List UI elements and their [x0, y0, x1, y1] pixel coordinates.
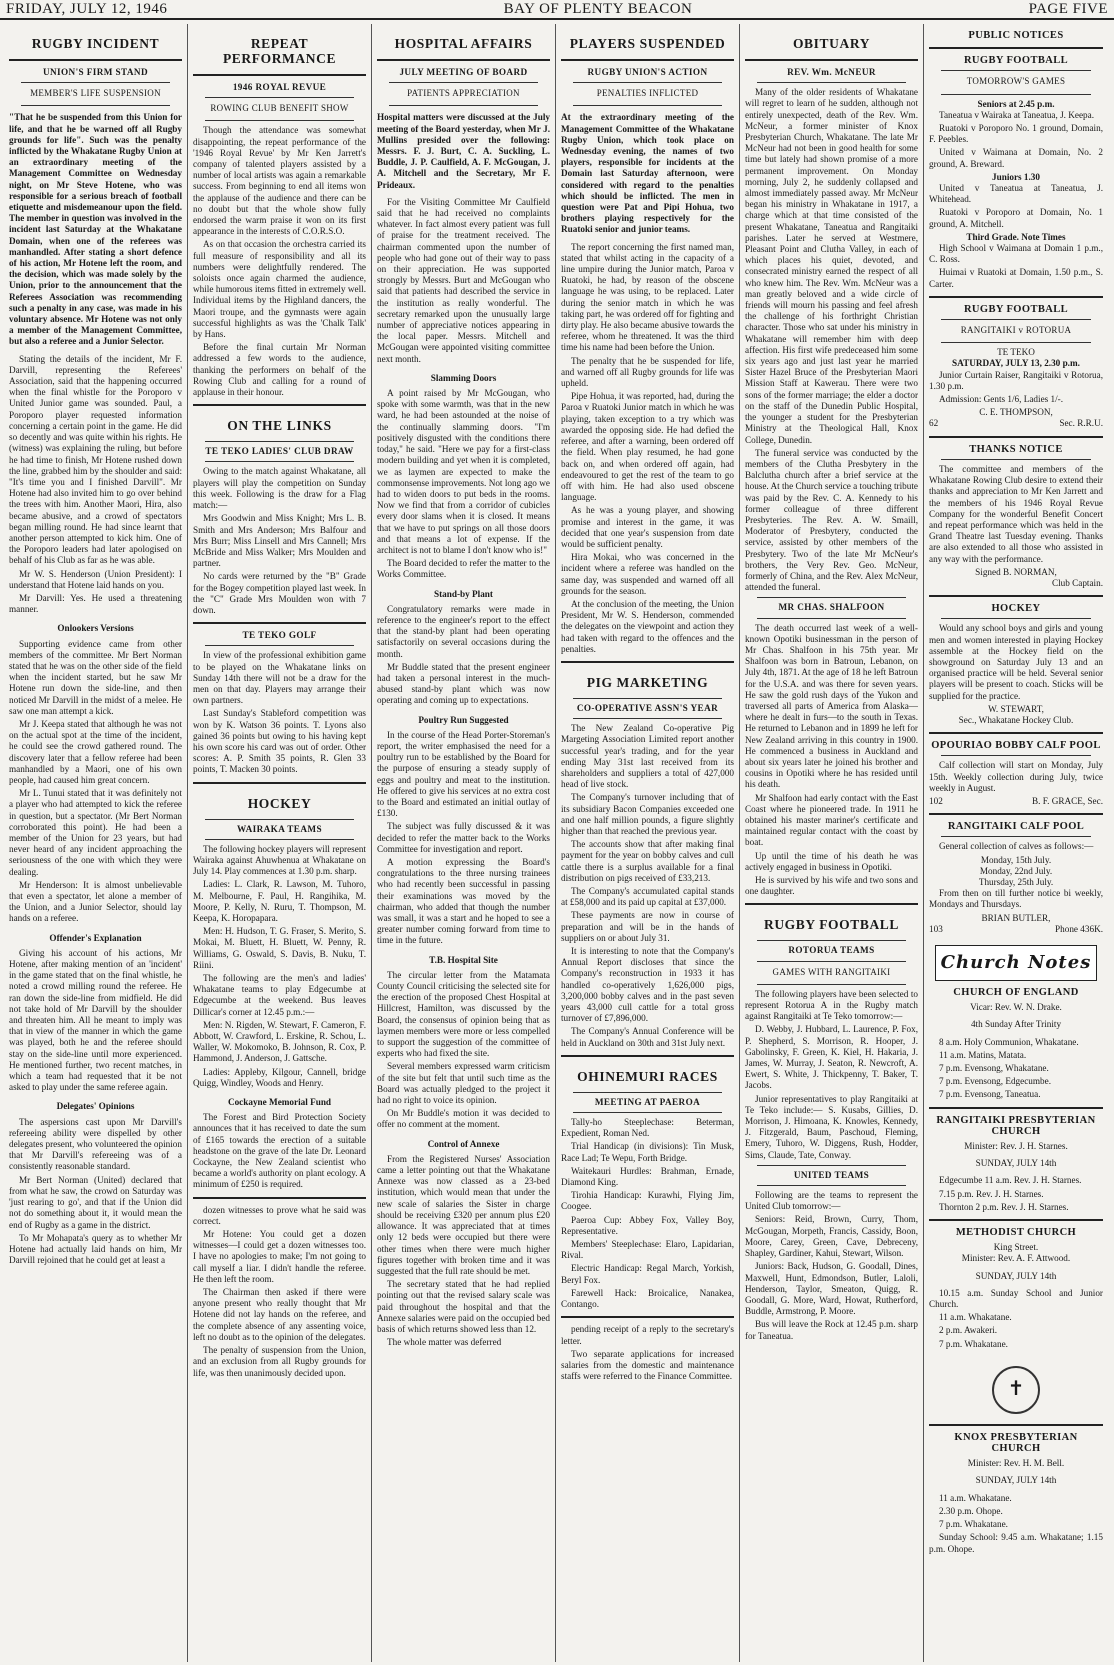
service-time: Thornton 2 p.m. Rev. J. H. Starnes.	[939, 1201, 1069, 1212]
paragraph: Up until the time of his death he was actively engaged in business in Opotiki.	[745, 850, 918, 872]
section-subhead: Cockayne Memorial Fund	[227, 1097, 332, 1108]
notice-signature: Sec., Whakatane Hockey Club.	[958, 714, 1074, 725]
paragraph: The funeral service was conducted by the members of the Clutha Presbytery in the Balclutha church after a brief service at the house. At the Church service a touching tribute was paid by the Rev. C. A. Kennedy to his former colleague of three different Presbyteries. The Rev. A. W. Smaill, Moderator of Presbytery, conducted the service, assisted by other members of the Presbytery. Two of the late Mr McNeur's brothers, the Very Rev. Geo. McNeur, formerly of China, and the Rev. Alex McNeur, attended the funeral.	[745, 447, 918, 593]
notice-body: General collection of calves as follows:—	[939, 841, 1094, 852]
church-address: King Street.	[993, 1242, 1039, 1253]
notice-title: OPOURIAO BOBBY CALF POOL	[931, 740, 1101, 752]
section-headline: TE TEKO GOLF	[242, 630, 317, 641]
divider	[377, 59, 550, 61]
divider	[9, 59, 182, 61]
ad-number: 103	[929, 923, 943, 934]
paragraph: Hira Mokai, who was concerned in the incident where a referee was handled on the same day, was suspended and warned off all grounds for the season.	[561, 552, 734, 596]
divider	[929, 813, 1103, 815]
church-day: SUNDAY, JULY 14th	[975, 1158, 1057, 1169]
paragraph: The Company's Annual Conference will be held in Auckland on 30th and 31st July next.	[561, 1026, 734, 1048]
divider	[929, 732, 1103, 734]
issue-date: FRIDAY, JULY 12, 1946	[6, 0, 168, 17]
paragraph: The report concerning the first named man, stated that whilst acting in the capacity of a line umpire during the Junior match, Paroa v Ruatoki, he had, by reason of the obscene language he was using, to be replaced. Later during the senior match in which he was taking part, he was ordered off for fighting and dirty play. He also became abusive towards the referee, whom he threatened. It was the third time his name had been before the Union.	[561, 241, 734, 353]
notice-line: Junior Curtain Raiser, Rangitaiki v Rotorua, 1.30 p.m.	[929, 369, 1103, 391]
paragraph: Mr Darvill: Yes. He used a threatening manner.	[9, 592, 182, 615]
divider	[757, 940, 906, 941]
column-rugby-incident	[4, 24, 188, 1662]
notice-subtitle: TOMORROW'S GAMES	[966, 76, 1066, 87]
paragraph: Congratulatory remarks were made in reference to the engineer's report to the effect that the stand-by plant had been operating satisfactorily on several occasions during the month.	[377, 603, 550, 659]
divider	[205, 645, 354, 646]
service-time: 7 p.m. Evensong, Edgecumbe.	[939, 1076, 1052, 1087]
notice-title: THANKS NOTICE	[969, 443, 1063, 455]
column-public-notices	[924, 24, 1108, 1662]
paragraph: The subject was fully discussed & it was decided to refer the matter back to the Works Committee for investigation and report.	[377, 821, 550, 854]
notice-footer	[929, 796, 1103, 807]
notice-signature: Signed B. NORMAN,	[975, 566, 1057, 577]
paragraph: In view of the professional exhibition game to be played on the Whakatane links on Sunday 14th there will not be a draw for the men on that day. Players may arrange their own partners.	[193, 650, 366, 706]
paragraph: The following hockey players will represent Wairaka against Ahuwhenua at Whakatane on July 14. Play commences at 1.30 p.m. sharp.	[193, 843, 366, 877]
paragraph: From the Registered Nurses' Association came a letter pointing out that the Whakatane Annexe was now classed as a 23-bed institution, which would mean that under the new scale of salaries the Sister in charge should be receiving £320 per annum plus £20 allowance. It was appreciated that at times only 12 beds were occupied but there were other times when there were much higher figures together with broken time and it was suggested that the full rate should be met.	[377, 1153, 550, 1276]
paragraph: The aspersions cast upon Mr Darvill's refereeing ability were dispelled by other delegates present, who volunteered the opinion that Mr Darvill's refereeing was of a consistently reasonable standard.	[9, 1116, 182, 1172]
paragraph: Mr Bert Norman (United) declared that from what he saw, the crowd on Saturday was 'just rearing to go', and that if the Union did not do something about it, it would mean the end of Rugby as a game in the district.	[9, 1174, 182, 1230]
service-time: 11 a.m. Whakatane.	[939, 1312, 1012, 1323]
divider	[757, 82, 906, 83]
race-result: Tirohia Handicap: Kurawhi, Flying Jim, Coogee.	[561, 1190, 734, 1212]
paragraph: Mrs Goodwin and Miss Knight; Mrs L. B. Smith and Mrs Anderson; Mrs Balfour and Mrs Burr; Miss Linsell and Mrs Cannell; Mrs McBride and Miss Walker; Mrs Moulden and partner.	[193, 513, 366, 569]
headline: PIG MARKETING	[586, 674, 709, 690]
subheadline: ROTORUA TEAMS	[788, 945, 875, 956]
columns	[4, 24, 1110, 1662]
divider	[561, 59, 734, 61]
paragraph: In the course of the Head Porter-Storeman's report, the writer emphasised the need for a poultry run to be established by the Board for the purpose of ensuring a steady supply of eggs and poultry and meat to the institution. He offered to give his services at no extra cost to the Board and estimated an initial outlay of £130.	[377, 729, 550, 819]
paragraph: Mr Hotene: You could get a dozen witnesses—I could get a dozen witnesses too. I have no apologies to make; I'm not going to call myself a liar. I didn't handle the referee. He then left the room.	[193, 1229, 366, 1284]
headline: HOSPITAL AFFAIRS	[394, 36, 533, 51]
paragraph: Stating the details of the incident, Mr F. Darvill, representing the Referees' Association, said that the happening occurred when the final whistle for the Poroporo v United Junior game was sounded. Paul, a Poroporo player requested information concerning a certain point in the game. He did so decently and was quite within his rights. He (witness) was explaining the ruling, but before he had time to finish, Mr Hotene rushed down the line, grabbed him by the shoulder and said: "It's time you and I finished Darvill". Mr Hotene had also invited him to go over behind the trees with him. Another Maori, Hira, also became abusive, and a crowd of spectators began milling round. He had since learnt that another person attempted to kick him. One of the Poroporo leaders had later apologised on behalf of his Club as far as he was able.	[9, 353, 182, 566]
service-time: 10.15 a.m. Sunday School and Junior Church.	[929, 1287, 1103, 1310]
paragraph: He is survived by his wife and two sons and one daughter.	[745, 875, 918, 897]
divider	[941, 755, 1091, 756]
subheadline: JULY MEETING OF BOARD	[399, 67, 528, 77]
divider	[745, 903, 918, 905]
church-minister: Minister: Rev. A. F. Attwood.	[961, 1253, 1071, 1264]
section-subhead: Onlookers Versions	[57, 623, 134, 634]
subheadline: MEMBER'S LIFE SUSPENSION	[30, 88, 161, 99]
notice-line: Ruatoki v Poroporo at Domain, No. 1 ground, A. Mitchell.	[929, 207, 1103, 229]
divider	[745, 59, 918, 61]
notice-line: Monday, 15th July.	[980, 854, 1052, 865]
notice-line: United v Waimana at Domain, No. 2 ground, A. Breward.	[929, 147, 1103, 169]
paragraph: A point raised by Mr McGougan, who spoke with some warmth, was that in the new ward, he had been astounded at the noise of the continually slamming doors. "I'm positively disgusted with the conditions there today," he said. "Here we pay for a first-class modern building and yet when it is completed, we as laymen are expected to make the commonsense improvements. Not long ago we had to widen doors to put beds in the rooms. Now we find that from a corridor of cubicles every door slams when it is closed. It means that we have to put springs on all those doors and that means a lot of expense. If the architect is not to blame I don't know who is!"	[377, 388, 550, 555]
divider	[941, 94, 1091, 95]
lead-paragraph: At the extraordinary meeting of the Management Committee of the Whakatane Rugby Union, which took place on Wednesday evening, the names of two players, responsible for incidents at the Domain last Saturday afternoon, were considered with regard to the penalties which should be inflicted. The men in question were Pat and Pipi Hohua, two brothers playing respectively for the Ruatoki senior and junior teams.	[561, 112, 734, 235]
section-headline: UNITED TEAMS	[793, 1169, 870, 1180]
paragraph: Ladies: Appleby, Kilgour, Cannell, bridge Quigg, Windley, Woods and Henry.	[193, 1066, 366, 1088]
notice-body: The committee and members of the Whakatane Rowing Club desire to extend their thanks and appreciation to Mr Ken Jarrett and the members of his 1946 Royal Revue Company for the wonderful Benefit Concert and repeat performance which was held in the Grand Theatre last Tuesday evening. Thanks are also extended to all those who assisted in any way with the performance.	[929, 463, 1103, 564]
subheadline: REV. Wm. McNEUR	[787, 67, 876, 77]
paragraph: Before the final curtain Mr Norman addressed a few words to the audience, thanking the performers on behalf of the Rowing Club and calling for a round of applause in their honour.	[193, 342, 366, 398]
paragraph: Owing to the match against Whakatane, all players will play the competition on Sunday this week. Following is the draw for a Flag match:—	[193, 466, 366, 511]
notice-signature: Club Captain.	[1051, 577, 1103, 588]
notice-title: RUGBY FOOTBALL	[963, 303, 1069, 315]
headline: OBITUARY	[792, 36, 871, 51]
church-minister: Minister: Rev. J. H. Starnes.	[964, 1141, 1068, 1152]
divider	[573, 1112, 722, 1113]
divider	[561, 1055, 734, 1057]
ad-number: 62	[929, 418, 939, 429]
headline: HOCKEY	[247, 795, 312, 811]
paragraph: The circular letter from the Matamata County Council criticising the selected site for the erection of the proposed Chest Hospital at Hillcrest, Hamilton, was discussed by the Board, the consensus of opinion being that as laymen members were more or less compelled to support the suggestion of the committee of experts who had fixed the site.	[377, 969, 550, 1059]
notice-line: Phone 436K.	[1055, 923, 1103, 934]
divider	[929, 1107, 1103, 1109]
divider	[389, 82, 538, 83]
paragraph: Two separate applications for increased salaries from the domestic and maintenance staffs were referred to the Finance Committee.	[561, 1348, 734, 1382]
paragraph: Ladies: L. Clark, R. Lawson, M. Tuhoro, M. Melbourne, F. Paul, H. Rangihika, M. Moore, P. Kelly, N. Ruru, T. Thompson, M. Keepa, K. Horopapara.	[193, 879, 366, 923]
church-name: KNOX PRESBYTERIAN CHURCH	[954, 1431, 1078, 1455]
service-time: 2 p.m. Awakeri.	[939, 1325, 998, 1336]
paragraph: The penalty of suspension from the Union, and an exclusion from all Rugby grounds for life, was then unanimously decided upon.	[193, 1345, 366, 1378]
section-subhead: Poultry Run Suggested	[418, 714, 509, 725]
divider	[205, 120, 354, 121]
divider	[205, 461, 354, 462]
service-time: 7 p.m. Whakatane.	[939, 1338, 1008, 1349]
paragraph: As he was a young player, and showing promise and interest in the game, it was decided that one year's suspension from date would be sufficient penalty.	[561, 505, 734, 549]
paragraph: Last Sunday's Stableford competition was won by K. Watson 36 points. T. Lyons also gained 36 points but owing to his having kept his own score his card was out of order. Other scores: A. P. Smith 35 points, R. Glen 33 points, T. Macken 30 points.	[193, 708, 366, 775]
lead-paragraph: "That he be suspended from this Union for life, and that he be warned off all Rugby grounds for life". Such was the penalty inflicted by the Whakatane Rugby Union at an extraordinary meeting of the Management Committee on Wednesday night, on Mr Steve Hotene, who was responsible for a serious breach of football etiquette and misdemeanour upon the field. The member in question was involved in the incident last Saturday at the Whakatane Domain, when one of the referees was manhandled. After stating a short defence of his action, Mr Hotene left the room, and the decision, which was made solely by the Union, prior to the announcement that the Referees Association was recommending such a penalty in any case, was made in his voluntary absence. Mr Hotene was not only a member of the Management Committee, but also a referee and a Junior Selector.	[9, 112, 182, 347]
service-time: 7 p.m. Whakatane.	[939, 1519, 1008, 1530]
divider	[757, 618, 906, 619]
notice-line: Ruatoki v Poroporo No. 1 ground, Domain, F. Peebles.	[929, 123, 1103, 145]
paragraph: Men: N. Rigden, W. Stewart, F. Cameron, F. Abbott, W. Crawford, L. Erskine, R. Schou, L. Waller, W. Mokomoko, B. Johnson, R. Cox, P. Hammond, J. Anderson, J. Gattsche.	[193, 1019, 366, 1064]
masthead	[0, 0, 1114, 20]
notice-line: Seniors at 2.45 p.m.	[977, 98, 1055, 109]
section-subhead: Stand-by Plant	[434, 588, 493, 599]
race-result: Paeroa Cup: Abbey Fox, Valley Boy, Representative.	[561, 1214, 734, 1236]
notice-title: RANGITAIKI CALF POOL	[947, 821, 1085, 833]
divider	[929, 1219, 1103, 1221]
divider	[941, 342, 1091, 343]
service-time: 8 a.m. Holy Communion, Whakatane.	[939, 1036, 1079, 1047]
notice-footer	[929, 418, 1103, 429]
notice-line: United v Taneatua at Taneatua, J. Whitehead.	[929, 183, 1103, 205]
divider	[205, 819, 354, 820]
notice-line: Huimai v Ruatoki at Domain, 1.50 p.m., S. Carter.	[929, 267, 1103, 289]
church-notes-banner: Church Notes	[935, 945, 1097, 981]
paragraph: A motion expressing the Board's congratulations to the three nursing trainees who had recently been successful in passing their examinations was moved by the chairman, who added that though the number was small, it was a start and he hoped to see a greater number coming forward from time to time in the future.	[377, 857, 550, 946]
paragraph: The following players have been selected to represent Rotorua A in the Rugby match against Rangitaiki at Te Teko tomorrow:—	[745, 988, 918, 1022]
divider	[757, 984, 906, 985]
subheadline: TE TEKO LADIES' CLUB DRAW	[205, 446, 354, 457]
subheadline: UNION'S FIRM STAND	[42, 67, 149, 77]
divider	[193, 74, 366, 76]
notice-subtitle: RANGITAIKI v ROTORUA	[960, 325, 1072, 336]
paragraph: Following are the teams to represent the United Club tomorrow:—	[745, 1190, 918, 1212]
paragraph: Bus will leave the Rock at 12.45 p.m. sharp for Taneatua.	[745, 1319, 918, 1341]
service-time: Edgecumbe 11 a.m. Rev. J. H. Starnes.	[939, 1175, 1082, 1186]
paragraph: Juniors: Back, Hudson, G. Goodall, Dines, Maxwell, Hunt, Edmondson, Butler, Laloli, Henderson, Taylor, Smeaton, Quigg, R. Goodall, G. More, Ward, Howat, Rutherford, Buddle, Armstrong, P. Moore.	[745, 1261, 918, 1317]
paragraph: The Forest and Bird Protection Society announces that it has received to date the sum of £165 towards the erection of a suitable headstone on the grave of the late Dr. Leonard Cockayne, the New Zealand scientist who became a world's authority on plant ecology. A minimum of £250 is required.	[193, 1112, 366, 1190]
notice-line: Admission: Gents 1/6, Ladies 1/-.	[939, 394, 1064, 405]
divider	[757, 597, 906, 598]
paragraph: Many of the older residents of Whakatane will regret to learn of he sudden, although not entirely unexpected, death of the Rev. Wm. McNeur, a former minister of Knox Presbyterian Church, Whakatane. The late Mr McNeur had not been in good health for some time but lately had shown promise of a more permanent improvement. On Monday morning, July 2, he suddenly collapsed and almost immediately passed away. Mr McNeur began his ministry in Whakatane in 1917, a charge which at that time consisted of the present Whakatane, Taneatua and Rangitaiki parishes. Later he served at Westmere, Pleasant Point and Clutha Valley, in each of which places his quiet, devoted, and consecrated ministry earned the respect of all who knew him. The Rev. Wm. McNeur was a man greatly beloved and a wide circle of friends will mourn his passing and feel afresh the challenge of his forthright Christian character. Those who sat under his ministry in Whakatane will remember him with deep affection. His first wife predeceased him some six years ago and just last year he married Sister Hazel Bruce of the Presbyterian Maori Mission Staff at Kawerau. There were two sons of the former marriage; the elder a doctor on the staff of the Dunedin Public Hospital, the younger a student for the Presbyterian Ministry at the Theological Hall, Knox College, Dunedin.	[745, 87, 918, 445]
subheadline: PATIENTS APPRECIATION	[407, 88, 520, 99]
service-time: Sunday School: 9.45 a.m. Whakatane; 1.15 p.m. Ohope.	[929, 1532, 1103, 1554]
paragraph: Though the attendance was somewhat disappointing, the repeat performance of the '1946 Royal Revue' by Mr Ken Jarrett's company of talented players assisted by a number of local artists was again a remarkable success. From beginning to end all items won the applause of the audience and there can be no doubt but that the whole show fully endorsed the warm praise it won on its first appearance in the interests of C.O.R.S.O.	[193, 125, 366, 237]
paragraph: The following are the men's and ladies' Whakatane teams to play Edgecumbe at Edgecumbe at the weekend. Bus leaves Dillicar's corner at 12.45 p.m.:—	[193, 973, 366, 1017]
divider	[941, 319, 1091, 320]
service-time: 7 p.m. Evensong, Whakatane.	[939, 1063, 1049, 1074]
subheadline: CO-OPERATIVE ASSN'S YEAR	[576, 702, 719, 713]
divider	[573, 718, 722, 719]
divider	[941, 70, 1091, 71]
paragraph: pending receipt of a reply to the secretary's letter.	[561, 1324, 734, 1346]
column-hospital-affairs	[372, 24, 556, 1662]
church-minister: Vicar: Rev. W. N. Drake.	[970, 1002, 1062, 1013]
section-subhead: Delegates' Opinions	[56, 1101, 135, 1112]
paragraph: The Chairman then asked if there were anyone present who really thought that Mr Hotene did not lay hands on the referee, and the complete absence of any assenting voice, left no doubt as to the opinion of the delegates.	[193, 1287, 366, 1342]
subheadline: GAMES WITH RANGITAIKI	[772, 966, 891, 977]
section-subhead: Slamming Doors	[430, 372, 497, 383]
paragraph: The New Zealand Co-operative Pig Margeting Association Limited report another successful year's trading, and for the year ending May 31st last received from its shareholders and suppliers a total of 427,000 head of live stock.	[561, 723, 734, 790]
subheadline: MEETING AT PAEROA	[594, 1096, 701, 1107]
service-time: 2.30 p.m. Ohope.	[939, 1505, 1003, 1516]
subheadline: 1946 ROYAL REVUE	[232, 82, 327, 92]
race-result: Tally-ho Steeplechase: Beterman, Expedient, Roman Ned.	[561, 1117, 734, 1139]
divider	[757, 1185, 906, 1186]
paragraph: The death occurred last week of a well-known Opotiki businessman in the person of Mr Chas. Shalfoon in his 75th year. Mr Shalfoon was born in Batroun, Lebanon, on July 4th, 1871. At the age of 18 he left Batroun for the U.S.A. and was there for seven years. He saw the gold rush days of the Yukon and traversed all parts of America from Alaska—where he dealt in furs—to the south in Texas. He returned to Lebanon and in 1899 he left for New Zealand arriving in this country in 1900. He commenced a business in Auckland and about six years later he joined his brother and cousins in Opotiki where he has resided until his death.	[745, 622, 919, 790]
divider	[929, 595, 1103, 597]
paragraph: For the Visiting Committee Mr Caulfield said that he had received no complaints whatever. In fact almost every patient was full of praise for the treatment received. The chairman commented upon the number of people who had gone out of their way to pass on their appreciation. He was supported strongly by Messrs. Burt and McGougan who said that patients had described the service in the institution as really wonderful. The secretary remarked upon the unusually large number of appreciative notices appearing in the local paper. Messrs. Mitchell and McGougan were appointed visiting committee next month.	[377, 196, 550, 364]
race-result: Members' Steeplechase: Elaro, Lapidarian, Rival.	[561, 1239, 734, 1261]
notice-line: Sec. R.R.U.	[1059, 418, 1103, 429]
section-subhead: Offender's Explanation	[49, 932, 142, 943]
paragraph: The Company's turnover including that of its subsidiary Bacon Companies exceeded one and one half million pounds, a figure slightly higher than that reached the previous year.	[561, 792, 734, 836]
paragraph: Mr J. Keepa stated that although he was not on the actual spot at the time of the incident, he could see the crowd gathered round. The discovery later that a fellow referee had been manhandled by a Maori, one of his own people, had caused him great concern.	[9, 718, 182, 785]
notice-line: TE TEKO	[997, 347, 1035, 358]
headline: REPEAT PERFORMANCE	[222, 36, 337, 66]
subheadline: ROWING CLUB BENEFIT SHOW	[210, 103, 349, 114]
divider	[941, 459, 1091, 460]
divider	[573, 698, 722, 699]
church-minister: Minister: Rev. H. M. Bell.	[967, 1458, 1065, 1469]
paragraph: Mr Shalfoon had early contact with the East Coast where he pioneered trade. In 1911 he obtained his master mariner's certificate and maintained regular contact with the coast by boat.	[745, 792, 918, 848]
paragraph: The Board decided to refer the matter to the Works Committee.	[377, 558, 550, 580]
divider	[941, 618, 1091, 619]
divider	[21, 82, 170, 83]
paragraph: Seniors: Reid, Brown, Curry, Thom, McGougan, Morpeth, Francis, Cassidy, Boon, Moore, Carey, Green, Cave, Debreceny, Shapley, Gardiner, Kahui, Stewart, Wilson.	[745, 1214, 918, 1259]
lead-paragraph: Hospital matters were discussed at the July meeting of the Board yesterday, when Mr J. Mullins presided over the following: Messrs. F. J. Burt, C. A. Suckling, L. Buddle, J. P. Caulfield, A. F. McGougan, J. A. Mitchell and the Secretary, Mr F. Prideaux.	[377, 112, 550, 190]
notice-line: Monday, 22nd July.	[979, 865, 1053, 876]
notice-line: High School v Waimana at Domain 1 p.m., C. Ross.	[929, 243, 1103, 265]
paragraph: On Mr Buddle's motion it was decided to offer no comment at the moment.	[377, 1108, 550, 1130]
paragraph: The whole matter was deferred	[387, 1337, 502, 1348]
paragraph: At the conclusion of the meeting, the Union President, Mr W. S. Henderson, commended the delegates on the viewpoint and action they had taken with regard to the offences and the penalties.	[561, 598, 734, 654]
divider	[757, 1165, 906, 1166]
paragraph: dozen witnesses to prove what he said was correct.	[193, 1204, 366, 1226]
service-time: 7 p.m. Evensong, Taneatua.	[939, 1089, 1041, 1100]
divider	[929, 296, 1103, 298]
divider	[193, 404, 366, 406]
divider	[573, 82, 722, 83]
paragraph: Pipe Hohua, it was reported, had, during the Paroa v Ruatoki Junior match in which he was playing, taken exception to a try which was awarded the opposing side. He had defied the referee, and after a warning, been ordered off the field. When play resumed, he had gone back on, and when ordered off again, had endeavoured to get the rest of the team to go off with him. He had also used obscene language.	[561, 391, 734, 503]
notice-title: HOCKEY	[991, 603, 1041, 615]
paragraph: Giving his account of his actions, Mr Hotene, after making mention of an 'incident' in the game stated that on the final whistle, he noted a crowd milling round the referee. He ran down the side-line from midfield. He did not take hold of Mr Darvill by the shoulder and threaten him. All he meant to imply was that in view of the manner in which the game was played, both he and the referee should stay on the side-line until more experienced. He mentioned further, two recent matches, in which a team had requested that it be not asked to play under the same referee again.	[9, 947, 182, 1093]
service-time: 11 a.m. Matins, Matata.	[939, 1049, 1027, 1060]
section-headline: MR CHAS. SHALFOON	[778, 602, 885, 613]
church-name: RANGITAIKI PRESBYTERIAN CHURCH	[936, 1114, 1096, 1137]
headline: RUGBY FOOTBALL	[763, 917, 900, 933]
paragraph: Mr W. S. Henderson (Union President): I understand that Hotene laid hands on you.	[9, 568, 182, 590]
notice-footer	[929, 924, 1103, 935]
paragraph: Supporting evidence came from other members of the committee. Mr Bert Norman stated that he was on the other side of the field when the incident started, but he saw Mr Hotene run down the side-line, and then noticed Mr Darvill in the midst of a melee. He saw one man attempt a kick.	[9, 638, 182, 716]
newspaper-title: BAY OF PLENTY BEACON	[503, 0, 693, 17]
paragraph: Mr L. Tunui stated that it was definitely not a player who had attempted to kick the referee in question, but a spectator. (Mr Bert Norman corroborated this point). He had been a member of the Union for 23 years, but had never heard of any incident approaching the seriousness of the one with which they were dealing.	[9, 788, 182, 877]
race-result: Trial Handicap (in divisions): Tin Musk, Race Lad; Te Wepu, Forth Bridge.	[561, 1141, 734, 1163]
notice-line: Juniors 1.30	[992, 171, 1040, 182]
race-result: Waitekauri Hurdles: Brahman, Ernade, Diamond King.	[561, 1165, 734, 1188]
service-time: 11 a.m. Whakatane.	[939, 1492, 1012, 1503]
church-day: SUNDAY, JULY 14th	[975, 1475, 1057, 1486]
divider	[205, 839, 354, 840]
paragraph: The Company's accumulated capital stands at £58,000 and its paid up capital at £37,000.	[561, 886, 734, 908]
section-subhead: Control of Annexe	[427, 1138, 500, 1149]
paragraph: To Mr Mohapata's query as to whether Mr Hotene had actually laid hands on him, Mr Darvill rejoined that he could get at least a	[9, 1232, 182, 1266]
divider	[205, 441, 354, 442]
divider	[389, 105, 538, 106]
subheadline: RUGBY UNION'S ACTION	[587, 67, 708, 77]
notice-body: Calf collection will start on Monday, July 15th. Weekly collection during July, twice weekly in August.	[929, 760, 1103, 793]
paragraph: These payments are now in course of preparation and will be in the hands of suppliers on or about July 31.	[561, 910, 734, 943]
column-obituary	[740, 24, 924, 1662]
notice-title: RUGBY FOOTBALL	[963, 55, 1069, 67]
church-name: METHODIST CHURCH	[955, 1227, 1077, 1239]
headline: PLAYERS SUSPENDED	[569, 36, 726, 51]
divider	[561, 661, 734, 663]
divider	[205, 97, 354, 98]
notice-line: C. E. THOMPSON,	[979, 407, 1053, 418]
divider	[573, 105, 722, 106]
race-result: Farewell Hack: Broicalice, Nanakea, Contango.	[561, 1287, 734, 1310]
church-day: SUNDAY, JULY 14th	[975, 1270, 1057, 1281]
notice-line: Thursday, 25th July.	[978, 876, 1054, 887]
notice-line: Taneatua v Wairaka at Taneatua, J. Keepa.	[939, 109, 1095, 120]
church-day: 4th Sunday After Trinity	[970, 1019, 1062, 1030]
paragraph: No cards were returned by the "B" Grade for the Bogey competition played last week. In the "C" Grade Mrs Moulden won with 7 down.	[193, 571, 366, 615]
headline: RUGBY INCIDENT	[31, 36, 160, 51]
divider	[193, 622, 366, 624]
headline: OHINEMURI RACES	[577, 1068, 718, 1084]
notice-signature: W. STEWART,	[988, 703, 1044, 714]
divider	[193, 782, 366, 784]
notice-body: Would any school boys and girls and young men and women interested in playing Hockey assemble at the Hockey field on the showground on Saturday July 13 and an organised practice will be held. Several senior players will be present to coach. Sticks will be supplied for the practice.	[929, 623, 1103, 701]
divider	[573, 1092, 722, 1093]
divider	[929, 1424, 1103, 1426]
paragraph: The secretary stated that he had replied pointing out that the revised salary scale was paid throughout the hospital and that the Annexe salaries were paid on the occupied bed basis of which returns showed less than 12.	[377, 1279, 550, 1334]
page-number: PAGE FIVE	[1028, 0, 1108, 17]
divider	[561, 1316, 734, 1318]
notice-body: From then on till further notice bi weekly, Mondays and Thursdays.	[929, 888, 1103, 910]
divider	[929, 47, 1103, 49]
church-emblem-icon: ✝	[992, 1366, 1040, 1414]
notice-signature: BRIAN BUTLER,	[981, 912, 1051, 923]
paragraph: The accounts show that after making final payment for the year on bobby calves and cull cattle there is a surplus available for a final distribution on pigs received of £33,213.	[561, 839, 734, 883]
notice-signature: B. F. GRACE, Sec.	[1032, 795, 1103, 806]
ad-number: 102	[929, 795, 943, 806]
paragraph: D. Webby, J. Hubbard, L. Laurence, P. Fox, P. Shepherd, S. Morrison, R. Hooper, J. Gabolinsky, F. Green, K. Kiel, H. Hakaria, J. James, W. Murray, J. Seaton, R. Newcroft, A. Ewert, S. White, J. Thickpenny, T. Baker, T. Jacobs.	[745, 1024, 918, 1091]
headline: ON THE LINKS	[227, 418, 332, 434]
paragraph: It is interesting to note that the Company's Annual Report discloses that since the Company's reconstruction in 1933 it has handled co-operatively 1,626,000 pigs, 3,200,000 bobby calves and in the past seven years 43,000 cull cattle for a total gross turnover of £7,896,000.	[561, 946, 734, 1024]
section-subhead: T.B. Hospital Site	[429, 954, 498, 965]
column-players-suspended	[556, 24, 740, 1662]
subheadline: PENALTIES INFLICTED	[596, 88, 699, 99]
paragraph: Men: H. Hudson, T. G. Fraser, S. Merito, S. Mokai, M. Bluett, H. Bluett, W. Penny, R. Williams, G. Oswald, S. Davis, B. Nuku, T. Riini.	[193, 926, 366, 970]
divider	[757, 961, 906, 962]
notice-line: Third Grade. Note Times	[966, 231, 1066, 242]
paragraph: Junior representatives to play Rangitaiki at Te Teko include:— S. Kusabs, Gillies, D. Morrison, J. Himoana, K. Knowles, Kennedy, J. Fitzgerald, Baum, Paschoud, Fleming, Emery, Tuhoro, W. Diggens, Rush, Hodder, Sims, Claude, Tate, Conway.	[745, 1093, 918, 1160]
divider	[21, 105, 170, 106]
column-repeat-performance	[188, 24, 372, 1662]
divider	[941, 836, 1091, 837]
divider	[929, 436, 1103, 438]
church-name: CHURCH OF ENGLAND	[953, 987, 1079, 998]
paragraph: As on that occasion the orchestra carried its full measure of responsibility and all its numbers were delightfully rendered. The soloists once again charmed the audience, while humorous items fitted in extremely well. Individual items by the Highland dancers, the Maori troupe, and the gymnasts were again successful highlights as was the 'Chalk Talk' by Hans.	[193, 239, 366, 340]
divider	[193, 1197, 366, 1199]
paragraph: The penalty that he be suspended for life, and warned off all Rugby grounds for life was upheld.	[561, 355, 734, 389]
service-time: 7.15 p.m. Rev. J. H. Starnes.	[939, 1188, 1044, 1199]
headline: PUBLIC NOTICES	[968, 30, 1064, 41]
subheadline: WAIRAKA TEAMS	[237, 823, 322, 834]
race-result: Electric Handicap: Regal March, Yorkish, Beryl Fox.	[561, 1263, 734, 1285]
paragraph: Mr Henderson: It is almost unbelievable that even a spectator, let alone a member of the Union, and a Junior Selector, should lay hands on a referee.	[9, 879, 182, 924]
notice-line: SATURDAY, JULY 13, 2.30 p.m.	[952, 358, 1080, 369]
paragraph: Mr Buddle stated that the present engineer had taken a personal interest in the much-abused stand-by plant which was now operating and coming up to expectations.	[377, 661, 550, 706]
paragraph: Several members expressed warm criticism of the site but felt that until such time as the Board was actually pledged to the project it had no right to voice its opinion.	[377, 1061, 550, 1106]
